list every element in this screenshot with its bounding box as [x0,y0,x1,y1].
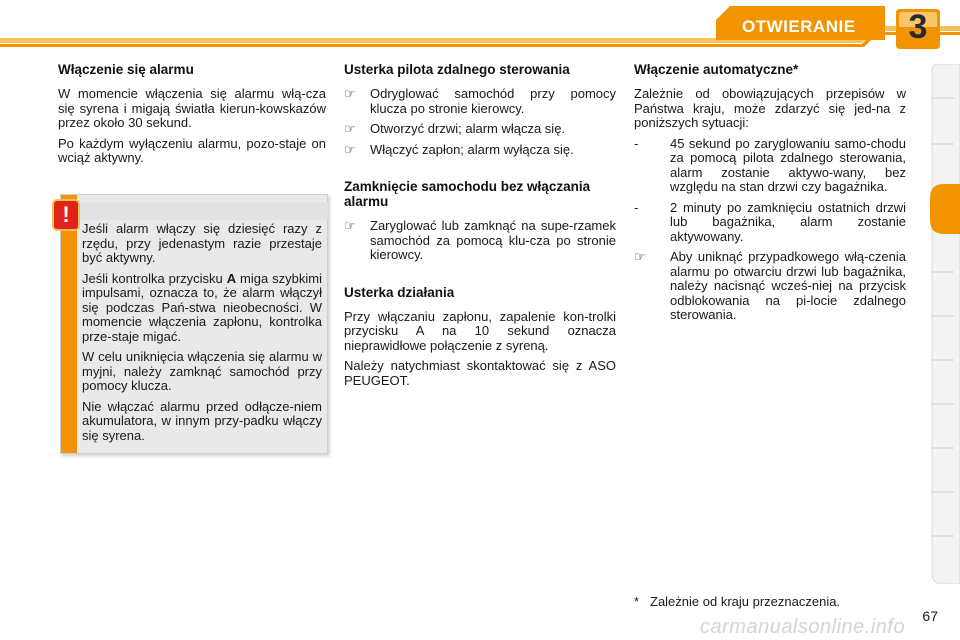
pointing-hand-icon: ☞ [634,249,646,264]
chapter-tab-strip [924,64,960,584]
warning-paragraph: Nie włączać alarmu przed odłącze-niem akumulatora, w innym przy-padku włączy się syrena. [82,398,322,443]
list-item-text: 2 minuty po zamknięciu ostatnich drzwi lub bagażnika, alarm zostanie aktywowany. [670,199,906,244]
bullet-list [344,219,616,263]
warning-paragraph: W celu uniknięcia włączenia się alarmu w myjni, należy zamknąć samochód przy pomocy klucza. [82,349,322,393]
warning-header-strip [78,202,328,220]
bullet-list [344,87,616,157]
pointing-hand-icon: ☞ [344,218,356,233]
column-alarm-trigger [58,62,326,172]
chapter-number: 3 [908,8,928,46]
warning-paragraph: Jeśli alarm włączy się dziesięć razy z rzędu, przy jedenastym razie przestaje być aktywny. [82,221,322,265]
section-heading-alarm-trigger: Włączenie się alarmu [58,62,194,77]
column-remote-failure [344,62,616,394]
watermark: carmanualsonline.info [700,616,906,638]
dash-marker: - [634,135,639,151]
warning-paragraph [82,272,322,345]
pointing-hand-icon: ☞ [344,86,356,101]
paragraph: Po każdym wyłączeniu alarmu, pozo-staje on wciąż aktywny. [58,135,326,165]
paragraph: Zależnie od obowiązujących przepisów w Państwa kraju, może zdarzyć się jed-na z poniższych sytuacji: [634,86,906,130]
list-item [634,201,906,245]
list-item-text: Włączyć zapłon; alarm wyłącza się. [370,141,574,157]
section-heading-lock-without-alarm: Zamknięcie samochodu bez włączania alarmu [344,179,591,209]
list-item [344,219,616,263]
list-item-text: Zaryglować lub zamknąć na supe-rzamek samochód za pomocą klu-cza po stronie kierowcy. [370,218,616,262]
text-run: Jeśli kontrolka przycisku [82,270,227,286]
section-malfunction [344,285,616,389]
list-item [344,143,616,158]
warning-icon: ! [54,201,78,229]
section-heading-automatic-activation: Włączenie automatyczne* [634,62,799,77]
paragraph: Przy włączaniu zapłonu, zapalenie kon-trolki przycisku A na 10 sekund oznacza nieprawidłowe połączenie z syreną. [344,308,616,353]
footnote-text: Zależnie od kraju przeznaczenia. [650,594,841,609]
list-item [344,122,616,137]
list-item-text: Otworzyć drzwi; alarm włącza się. [370,121,566,136]
list-item-text: Odryglować samochód przy pomocy klucza po stronie kierowcy. [370,86,616,116]
list-item [634,137,906,195]
list-item-text: Aby uniknąć przypadkowego włą-czenia alarmu po otwarciu drzwi lub bagażnika, należy nacisnąć wcześ-niej na przycisk odblokowania na pi-locie zdalnego sterowania. [670,249,906,322]
list-item [344,87,616,116]
pointing-hand-icon: ☞ [344,121,356,136]
chapter-title: OTWIERANIE [742,17,856,36]
paragraph: W momencie włączenia się alarmu włą-cza się syrena i migają światła kierun-kowskazów przez około 30 sekund. [58,86,326,130]
section-lock-without-alarm [344,179,616,263]
section-heading-remote-failure: Usterka pilota zdalnego sterowania [344,62,570,77]
paragraph: Należy natychmiast skontaktować się z ASO PEUGEOT. [344,358,616,388]
section-heading-malfunction: Usterka działania [344,284,455,300]
dash-marker: - [634,199,639,215]
pointing-hand-icon: ☞ [344,141,356,157]
footnote-mark: * [634,594,640,609]
list-item-text: 45 sekund po zaryglowaniu samo-chodu za pomocą pilota zdalnego sterowania, alarm zostanie aktywo-wany, bez względu na stan drzwi czy bagażnika. [670,135,906,194]
list-item [634,250,906,323]
button-letter: A [226,270,237,286]
warning-content [82,222,322,449]
page-number: 67 [922,608,938,624]
warning-accent-bar [61,195,77,453]
text-run: miga szybkimi impulsami, oznacza to, że alarm włączył się podczas Pań-stwa nieobecności. W momencie włączenia zapłonu, kontrolka prze-staje migać. [82,270,322,344]
active-chapter-tab[interactable] [930,184,960,234]
dash-list [634,137,906,323]
column-automatic-activation [634,62,906,329]
footnote [634,594,914,609]
